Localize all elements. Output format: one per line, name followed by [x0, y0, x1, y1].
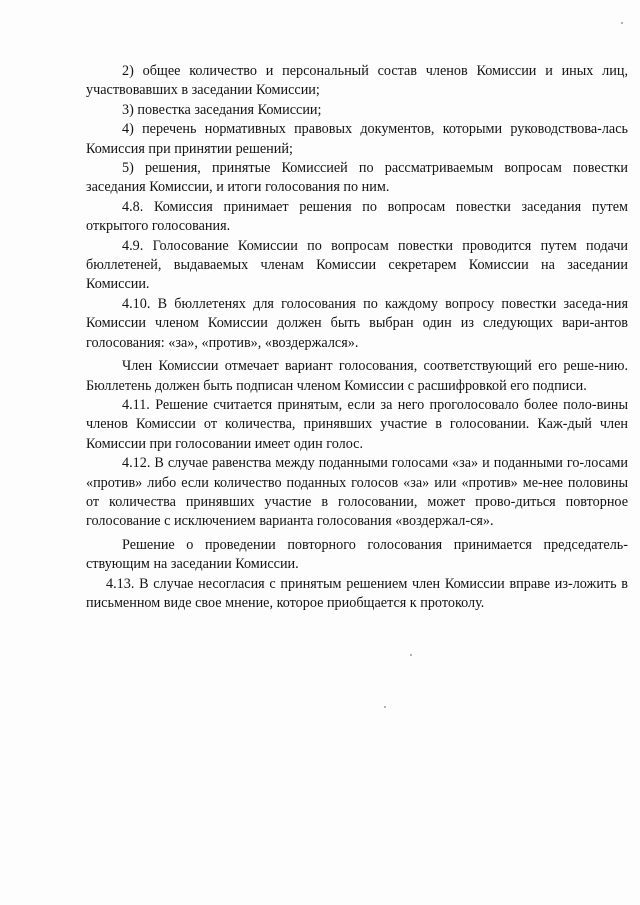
paragraph-4-8: 4.8. Комиссия принимает решения по вопросам повестки заседания путем открытого голосования.: [86, 198, 628, 235]
document-body: [86, 62, 628, 613]
scan-speck: [621, 22, 623, 24]
paragraph-member-marks: Член Комиссии отмечает вариант голосования, соответствующий его реше-нию. Бюллетень должен быть подписан членом Комиссии с расшифровкой его подписи.: [86, 358, 628, 394]
scan-speck: [410, 654, 412, 656]
scan-speck: [384, 706, 386, 708]
paragraph-item-5: 5) решения, принятые Комиссией по рассматриваемым вопросам повестки заседания Комиссии, и итоги голосования по ним.: [86, 160, 628, 196]
paragraph-item-4: 4) перечень нормативных правовых документов, которыми руководствова-лась Комиссия при принятии решений;: [86, 121, 628, 157]
paragraph-item-3: 3) повестка заседания Комиссии;: [122, 101, 322, 118]
paragraph-repeat-vote: Решение о проведении повторного голосования принимается председатель-ствующим на заседании Комиссии.: [86, 536, 628, 573]
paragraph-4-12: 4.12. В случае равенства между поданными голосами «за» и поданными го-лосами «против» либо если количество поданных голосов «за» или «против» ме-нее половины от количества принявших участие в голосовании, может прово-диться повторное голосование с исключением варианта голосования «воздержал-ся».: [86, 455, 628, 530]
paragraph-4-13: 4.13. В случае несогласия с принятым решением член Комиссии вправе из-ложить в письменном виде свое мнение, которое приобщается к протоколу.: [86, 575, 628, 611]
paragraph-4-10: 4.10. В бюллетенях для голосования по каждому вопросу повестки заседа-ния Комиссии членом Комиссии должен быть выбран один из следующих вари-антов голосования: «за», «против», «воздержался».: [86, 295, 628, 351]
paragraph-4-9: 4.9. Голосование Комиссии по вопросам повестки проводится путем подачи бюллетеней, выдаваемых членам Комиссии секретарем Комиссии на заседании Комиссии.: [86, 237, 628, 293]
paragraph-4-11: 4.11. Решение считается принятым, если за него проголосовало более поло-вины членов Комиссии от количества, принявших участие в голосовании. Каж-дый член Комиссии при голосовании имеет один голос.: [86, 396, 628, 452]
paragraph-item-2: 2) общее количество и персональный состав членов Комиссии и иных лиц, участвовавших в заседании Комиссии;: [86, 63, 628, 99]
